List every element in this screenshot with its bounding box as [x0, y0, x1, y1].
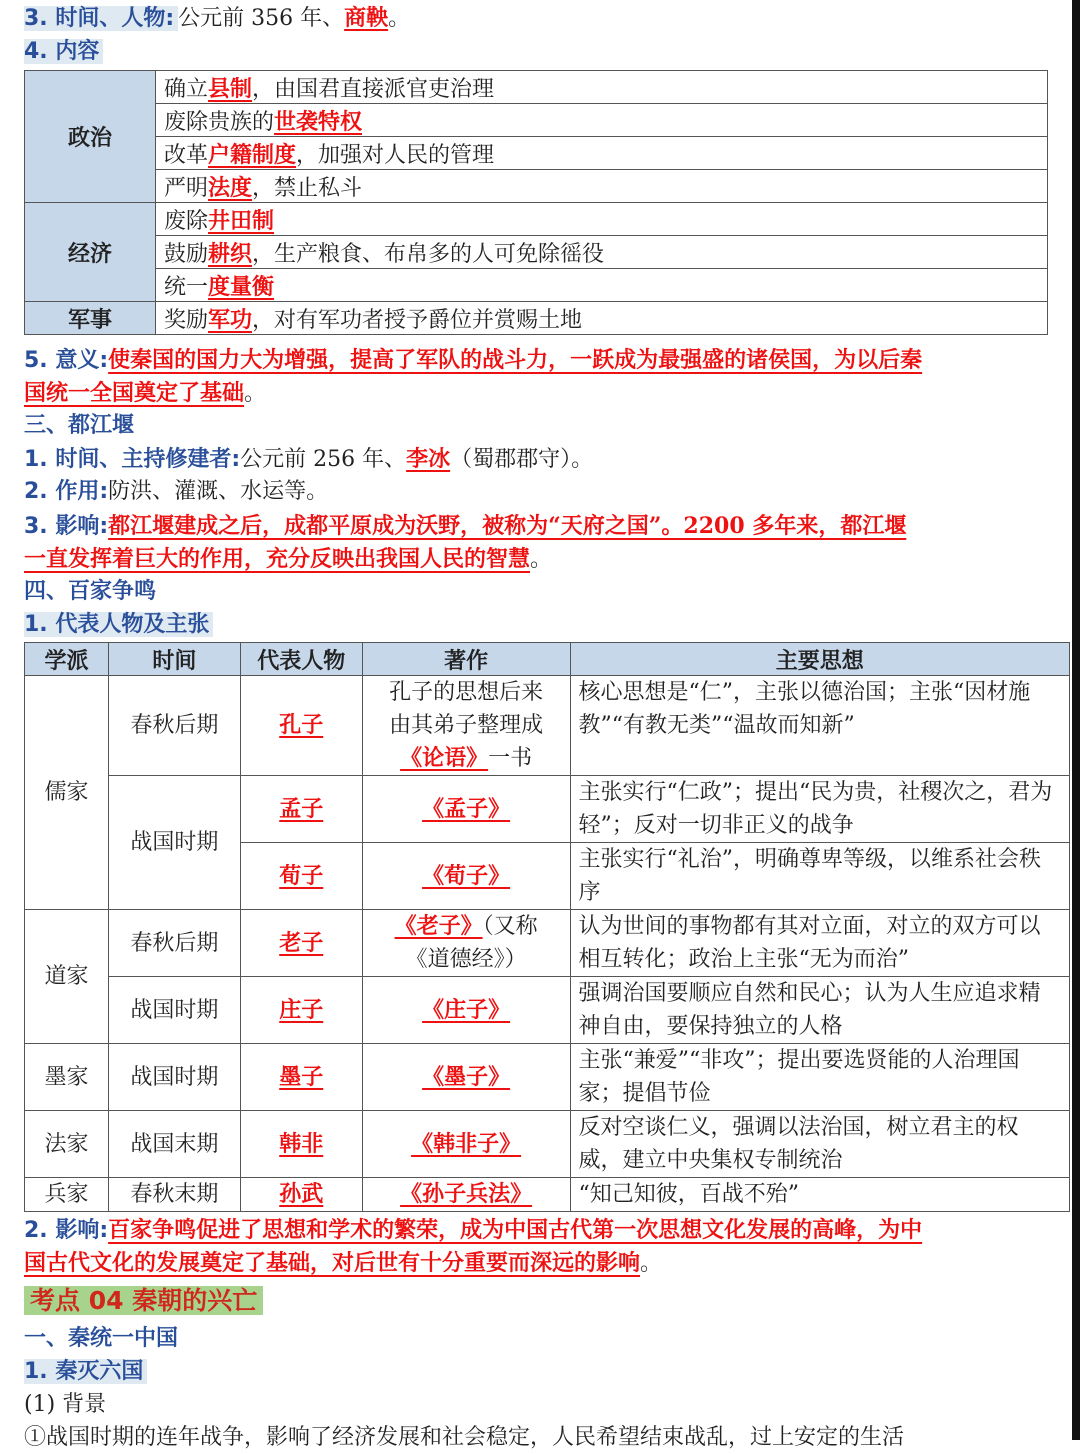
category-cell: 经济: [25, 203, 156, 302]
table-row: [25, 137, 1048, 170]
sec3-text-a: 公元前 356 年、: [178, 6, 345, 31]
baijia-heading: 四、百家争鸣: [24, 579, 157, 604]
idea-cell: 主张实行“仁政”；提出“民为贵，社稷次之，君为轻”；反对一切非正义的战争: [570, 776, 1070, 843]
person-cell: 孟子: [240, 776, 362, 843]
table-row: [25, 170, 1048, 203]
category-cell: 政治: [25, 71, 156, 203]
qin-heading: 一、秦统一中国: [24, 1326, 179, 1351]
person-cell: 孔子: [240, 676, 362, 776]
person-cell: 孙武: [240, 1178, 362, 1212]
table-row: [25, 1178, 1070, 1212]
time-cell: 战国时期: [108, 977, 240, 1044]
time-cell: 春秋末期: [108, 1178, 240, 1212]
idea-cell: 强调治国要顺应自然和民心；认为人生应追求精神自由，要保持独立的人格: [570, 977, 1070, 1044]
table-row: [25, 302, 1048, 335]
table-row: [25, 776, 1070, 843]
work-cell: 《孙子兵法》: [362, 1178, 570, 1212]
reform-item: 确立县制，由国君直接派官吏治理: [156, 71, 1048, 104]
idea-cell: 主张实行“礼治”，明确尊卑等级，以维系社会秩序: [570, 843, 1070, 910]
reform-item: 废除贵族的世袭特权: [156, 104, 1048, 137]
table-row: [25, 236, 1048, 269]
schools-table: [24, 642, 1070, 1212]
category-cell: 军事: [25, 302, 156, 335]
table-row: [25, 1111, 1070, 1178]
table-row: [25, 203, 1048, 236]
dujiang-l3b: 一直发挥着巨大的作用，充分反映出我国人民的智慧。: [24, 546, 553, 572]
reform-item: 奖励军功，对有军功者授予爵位并赏赐土地: [156, 302, 1048, 335]
time-cell: 战国末期: [108, 1111, 240, 1178]
idea-cell: 核心思想是“仁”，主张以德治国；主张“因材施教”“有教无类”“温故而知新”: [570, 676, 1070, 776]
baijia-effect-line2: 国古代文化的发展奠定了基础，对后世有十分重要而深远的影响。: [24, 1250, 663, 1276]
reform-item: 严明法度，禁止私斗: [156, 170, 1048, 203]
table-header-row: [25, 643, 1070, 676]
qin-bg: (1) 背景: [24, 1392, 107, 1417]
right-edge-bar: [1072, 0, 1080, 1440]
person-cell: 墨子: [240, 1044, 362, 1111]
reform-item: 鼓励耕织，生产粮食、布帛多的人可免除徭役: [156, 236, 1048, 269]
dujiang-heading: 三、都江堰: [24, 413, 135, 438]
reform-table: [24, 70, 1048, 335]
school-cell: 墨家: [25, 1044, 109, 1111]
baijia-sub1: 1. 代表人物及主张: [24, 609, 213, 641]
table-row: [25, 104, 1048, 137]
time-cell: 战国时期: [108, 776, 240, 910]
baijia-effect-line1: 2. 影响:百家争鸣促进了思想和学术的繁荣，成为中国古代第一次思想文化发展的高峰，为中: [24, 1217, 923, 1243]
qin-cut-line: ①战国时期的连年战争，影响了经济发展和社会稳定，人民希望结束战乱，过上安定的生活: [24, 1425, 905, 1450]
table-row: [25, 977, 1070, 1044]
sec5-red1: 使秦国的国力大为增强，提高了军队的战斗力，一跃成为最强盛的诸侯国，为以后秦: [108, 347, 923, 373]
person-cell: 荀子: [240, 843, 362, 910]
col-header: 主要思想: [570, 643, 1070, 676]
sec4-label: 4. 内容: [24, 39, 103, 64]
kaodian-title: 考点 04 秦朝的兴亡: [24, 1286, 263, 1315]
idea-cell: “知己知彼，百战不殆”: [570, 1178, 1070, 1212]
table-row: [25, 269, 1048, 302]
work-cell: 《庄子》: [362, 977, 570, 1044]
dujiang-l3: 3. 影响:都江堰建成之后，成都平原成为沃野，被称为“天府之国”。2200 多年来，都江堰: [24, 513, 907, 539]
work-cell: 《韩非子》: [362, 1111, 570, 1178]
table-row: [25, 71, 1048, 104]
school-cell: 兵家: [25, 1178, 109, 1212]
work-cell: 《荀子》: [362, 843, 570, 910]
school-cell: 儒家: [25, 676, 109, 910]
reform-item: 统一度量衡: [156, 269, 1048, 302]
qin-sub1: 1. 秦灭六国: [24, 1356, 147, 1388]
time-cell: 战国时期: [108, 1044, 240, 1111]
sec4-line: [24, 36, 103, 68]
table-row: [25, 1044, 1070, 1111]
sec5-line1: [24, 344, 922, 376]
sec5-red2: 国统一全国奠定了基础: [24, 380, 245, 406]
kaodian-title-line: [24, 1283, 263, 1319]
person-cell: 庄子: [240, 977, 362, 1044]
work-cell: 孔子的思想后来 由其弟子整理成 《论语》一书: [362, 676, 570, 776]
col-header: 时间: [108, 643, 240, 676]
reform-item: 改革户籍制度，加强对人民的管理: [156, 137, 1048, 170]
reform-item: 废除井田制: [156, 203, 1048, 236]
person-cell: 韩非: [240, 1111, 362, 1178]
work-cell: 《老子》（又称 《道德经》）: [362, 910, 570, 977]
sec5-line2: 国统一全国奠定了基础。: [24, 380, 267, 406]
sec3-text-b: 。: [388, 6, 411, 31]
idea-cell: 主张“兼爱”“非攻”；提出要选贤能的人治理国家；提倡节俭: [570, 1044, 1070, 1111]
dujiang-l2: 2. 作用:防洪、灌溉、水运等。: [24, 479, 329, 504]
work-cell: 《墨子》: [362, 1044, 570, 1111]
school-cell: 法家: [25, 1111, 109, 1178]
work-cell: 《孟子》: [362, 776, 570, 843]
col-header: 代表人物: [240, 643, 362, 676]
school-cell: 道家: [25, 910, 109, 1044]
idea-cell: 认为世间的事物都有其对立面，对立的双方可以相互转化；政治上主张“无为而治”: [570, 910, 1070, 977]
sec3-label: 3. 时间、人物:: [24, 6, 178, 31]
col-header: 著作: [362, 643, 570, 676]
dujiang-l1: 1. 时间、主持修建者:公元前 256 年、李冰（蜀郡郡守）。: [24, 446, 594, 472]
time-cell: 春秋后期: [108, 676, 240, 776]
time-cell: 春秋后期: [108, 910, 240, 977]
person-cell: 老子: [240, 910, 362, 977]
table-row: [25, 676, 1070, 776]
col-header: 学派: [25, 643, 109, 676]
sec5-label: 5. 意义:: [24, 348, 109, 373]
idea-cell: 反对空谈仁义，强调以法治国，树立君主的权威，建立中央集权专制统治: [570, 1111, 1070, 1178]
sec3-red: 商鞅: [344, 5, 389, 31]
sec3-line: [24, 2, 410, 34]
table-row: [25, 910, 1070, 977]
